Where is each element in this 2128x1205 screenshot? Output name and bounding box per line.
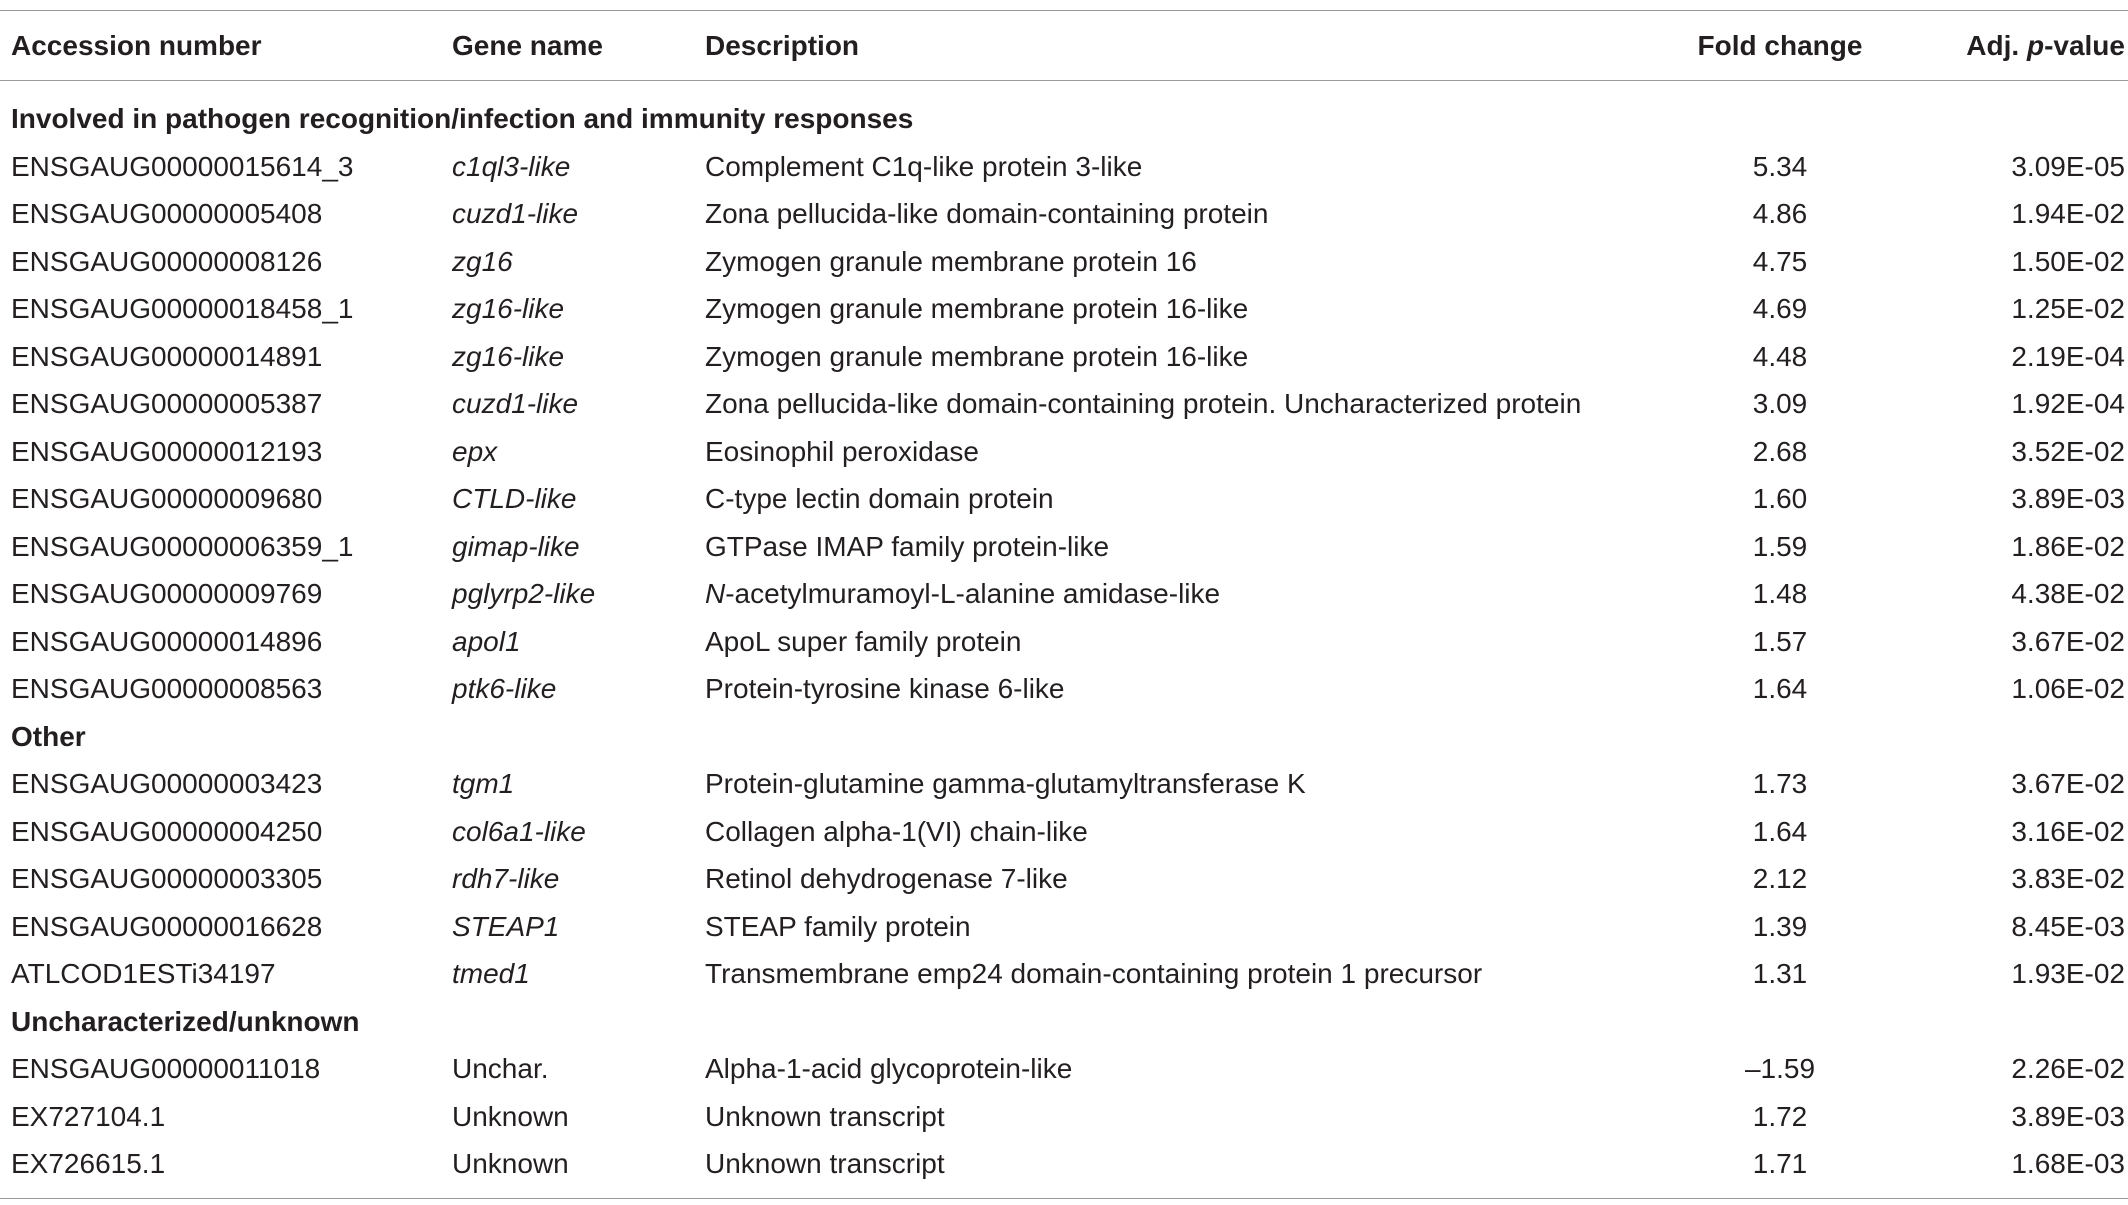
description-text: Eosinophil peroxidase xyxy=(705,435,979,467)
adj-pvalue-cell: 3.16E-02 xyxy=(2011,815,2125,847)
fold-change-cell: 1.59 xyxy=(1752,530,1808,562)
gene-name-cell: col6a1-like xyxy=(452,815,586,847)
adj-pvalue-cell: 3.09E-05 xyxy=(2011,150,2125,182)
description-text: STEAP family protein xyxy=(705,910,971,942)
description-text: Complement C1q-like protein 3-like xyxy=(705,150,1143,182)
header-gene: Gene name xyxy=(452,30,603,61)
adj-pvalue-cell: 3.89E-03 xyxy=(2011,1100,2125,1132)
fold-change-cell: 1.48 xyxy=(1752,578,1808,609)
description-text: Unknown transcript xyxy=(705,1100,945,1132)
accession-cell: ENSGAUG00000014891 xyxy=(11,340,323,372)
gene-name-cell: CTLD-like xyxy=(452,483,577,514)
gene-name-cell: tmed1 xyxy=(452,958,530,989)
description-text: Alpha-1-acid glycoprotein-like xyxy=(705,1053,1073,1084)
fold-change-cell: –1.59 xyxy=(1744,1053,1816,1084)
table-row xyxy=(0,903,2128,951)
gene-name-cell: pglyrp2-like xyxy=(452,578,596,609)
fold-change-cell: 4.86 xyxy=(1752,198,1808,229)
table-row xyxy=(0,665,2128,713)
table-row xyxy=(0,618,2128,666)
adj-pvalue-cell: 3.67E-02 xyxy=(2011,768,2125,799)
gene-name-cell: ptk6-like xyxy=(452,673,557,704)
description-cell xyxy=(705,238,1197,286)
top-rule xyxy=(0,10,2128,11)
description-cell xyxy=(705,808,1088,856)
fold-change-cell: 3.09 xyxy=(1752,388,1808,419)
header-rule xyxy=(0,80,2128,81)
adj-pvalue-cell: 1.92E-04 xyxy=(2011,388,2125,419)
header-adj-pvalue xyxy=(1966,22,2125,70)
fold-change-cell: 1.39 xyxy=(1752,910,1808,942)
adj-pvalue-cell: 1.50E-02 xyxy=(2011,245,2125,277)
description-text: -acetylmuramoyl-L-alanine amidase-like xyxy=(725,578,1221,609)
table-row xyxy=(0,1140,2128,1188)
fold-change-cell: 4.75 xyxy=(1752,245,1808,277)
adj-pvalue-cell: 1.86E-02 xyxy=(2011,530,2125,562)
description-text: GTPase IMAP family protein-like xyxy=(705,530,1110,562)
table-row xyxy=(0,808,2128,856)
accession-cell: ENSGAUG00000004250 xyxy=(11,815,323,847)
fold-change-cell: 5.34 xyxy=(1752,150,1808,182)
fold-change-cell: 1.72 xyxy=(1752,1100,1808,1132)
gene-name-cell: c1ql3-like xyxy=(452,150,571,182)
table-row xyxy=(0,950,2128,998)
description-cell xyxy=(705,475,1054,523)
bottom-rule xyxy=(0,1198,2128,1199)
description-cell xyxy=(705,190,1268,238)
accession-cell: ENSGAUG00000011018 xyxy=(11,1053,321,1084)
adj-pvalue-cell: 8.45E-03 xyxy=(2011,910,2125,942)
adj-pvalue-cell: 1.25E-02 xyxy=(2011,293,2125,324)
description-cell xyxy=(705,618,1021,666)
accession-cell: ATLCOD1ESTi34197 xyxy=(11,958,276,989)
accession-cell: ENSGAUG00000005408 xyxy=(11,198,323,229)
header-fold-change: Fold change xyxy=(1697,30,1863,61)
fold-change-cell: 4.48 xyxy=(1752,340,1808,372)
description-text: Transmembrane emp24 domain-containing protein 1 precursor xyxy=(705,958,1483,989)
section-title: Involved in pathogen recognition/infection and immunity responses xyxy=(11,103,914,134)
fold-change-cell: 4.69 xyxy=(1752,293,1808,324)
description-cell xyxy=(705,333,1248,381)
gene-name-cell: zg16-like xyxy=(452,340,565,372)
description-cell xyxy=(705,285,1248,333)
adj-pvalue-cell: 4.38E-02 xyxy=(2011,578,2125,609)
accession-cell: ENSGAUG00000008563 xyxy=(11,673,323,704)
description-text: ApoL super family protein xyxy=(705,625,1022,657)
adj-pvalue-cell: 3.67E-02 xyxy=(2011,625,2125,657)
table-row xyxy=(0,428,2128,476)
accession-cell: ENSGAUG00000009769 xyxy=(11,578,323,609)
fold-change-cell: 2.12 xyxy=(1752,863,1808,894)
description-text: Collagen alpha-1(VI) chain-like xyxy=(705,815,1088,847)
adj-pvalue-cell: 1.06E-02 xyxy=(2011,673,2125,704)
description-cell xyxy=(705,1093,945,1141)
adj-pvalue-cell: 2.19E-04 xyxy=(2011,340,2125,372)
description-text: C-type lectin domain protein xyxy=(705,483,1054,514)
gene-name-cell: tgm1 xyxy=(452,768,515,799)
accession-cell: ENSGAUG00000005387 xyxy=(11,388,323,419)
adj-pvalue-cell: 1.93E-02 xyxy=(2011,958,2125,989)
section-header xyxy=(0,713,2128,761)
table-row xyxy=(0,190,2128,238)
accession-cell: ENSGAUG00000008126 xyxy=(11,245,323,277)
section-header xyxy=(0,998,2128,1046)
description-cell xyxy=(705,143,1142,191)
description-cell xyxy=(705,570,1220,618)
section-title: Other xyxy=(11,720,86,752)
fold-change-cell: 1.60 xyxy=(1752,483,1808,514)
table-row xyxy=(0,523,2128,571)
description-cell xyxy=(705,1045,1072,1093)
table-row xyxy=(0,1045,2128,1093)
description-text: Protein-glutamine gamma-glutamyltransferase K xyxy=(705,768,1306,799)
description-text: Unknown transcript xyxy=(705,1148,945,1179)
accession-cell: ENSGAUG00000018458_1 xyxy=(11,293,354,324)
fold-change-cell: 1.57 xyxy=(1752,625,1808,657)
adj-pvalue-cell: 3.83E-02 xyxy=(2011,863,2125,894)
gene-name-cell: cuzd1-like xyxy=(452,198,579,229)
description-text: Zymogen granule membrane protein 16-like xyxy=(705,340,1249,372)
description-text: Retinol dehydrogenase 7-like xyxy=(705,863,1068,894)
table-row xyxy=(0,570,2128,618)
accession-cell: EX727104.1 xyxy=(11,1100,166,1132)
description-cell xyxy=(705,380,1581,428)
gene-name-cell: zg16 xyxy=(452,245,513,277)
section-title: Uncharacterized/unknown xyxy=(11,1005,360,1037)
gene-name-cell: gimap-like xyxy=(452,530,580,562)
table-row xyxy=(0,238,2128,286)
table-row xyxy=(0,380,2128,428)
gene-name-cell: STEAP1 xyxy=(452,910,560,942)
accession-cell: ENSGAUG00000016628 xyxy=(11,910,323,942)
description-cell xyxy=(705,428,979,476)
description-text: Protein-tyrosine kinase 6-like xyxy=(705,673,1065,704)
table-row xyxy=(0,855,2128,903)
header-accession: Accession number xyxy=(11,30,262,61)
accession-cell: ENSGAUG00000014896 xyxy=(11,625,323,657)
table-header-row xyxy=(0,22,2128,70)
table-row xyxy=(0,285,2128,333)
adj-pvalue-cell: 2.26E-02 xyxy=(2011,1053,2125,1084)
accession-cell: ENSGAUG00000009680 xyxy=(11,483,323,514)
header-pvalue-suffix: -value xyxy=(2044,30,2125,61)
accession-cell: EX726615.1 xyxy=(11,1148,166,1179)
header-description: Description xyxy=(705,30,860,61)
table-row xyxy=(0,760,2128,808)
accession-cell: ENSGAUG00000012193 xyxy=(11,435,323,467)
description-italic-prefix: N xyxy=(705,578,726,609)
table-row xyxy=(0,475,2128,523)
description-text: Zona pellucida-like domain-containing protein. Uncharacterized protein xyxy=(705,388,1582,419)
section-header xyxy=(0,95,2128,143)
gene-name-cell: Unchar. xyxy=(452,1053,549,1084)
gene-name-cell: cuzd1-like xyxy=(452,388,579,419)
accession-cell: ENSGAUG00000003305 xyxy=(11,863,323,894)
fold-change-cell: 1.71 xyxy=(1752,1148,1808,1179)
description-cell xyxy=(705,903,971,951)
accession-cell: ENSGAUG00000003423 xyxy=(11,768,323,799)
description-text: Zona pellucida-like domain-containing protein xyxy=(705,198,1269,229)
table-row xyxy=(0,143,2128,191)
fold-change-cell: 1.73 xyxy=(1752,768,1808,799)
gene-name-cell: epx xyxy=(452,435,498,467)
accession-cell: ENSGAUG00000015614_3 xyxy=(11,150,354,182)
gene-name-cell: zg16-like xyxy=(452,293,565,324)
description-cell xyxy=(705,665,1065,713)
gene-name-cell: Unknown xyxy=(452,1148,569,1179)
description-cell xyxy=(705,1140,945,1188)
accession-cell: ENSGAUG00000006359_1 xyxy=(11,530,354,562)
description-cell xyxy=(705,950,1482,998)
header-pvalue-prefix: Adj. xyxy=(1966,30,2027,61)
adj-pvalue-cell: 1.94E-02 xyxy=(2011,198,2125,229)
table-row xyxy=(0,333,2128,381)
description-cell xyxy=(705,760,1306,808)
table-row xyxy=(0,1093,2128,1141)
header-pvalue-italic: p xyxy=(2026,30,2045,61)
fold-change-cell: 1.64 xyxy=(1752,673,1808,704)
gene-name-cell: apol1 xyxy=(452,625,521,657)
description-cell xyxy=(705,855,1068,903)
description-text: Zymogen granule membrane protein 16 xyxy=(705,245,1197,277)
fold-change-cell: 1.64 xyxy=(1752,815,1808,847)
gene-name-cell: rdh7-like xyxy=(452,863,560,894)
gene-name-cell: Unknown xyxy=(452,1100,569,1132)
adj-pvalue-cell: 1.68E-03 xyxy=(2011,1148,2125,1179)
adj-pvalue-cell: 3.89E-03 xyxy=(2011,483,2125,514)
description-cell xyxy=(705,523,1109,571)
adj-pvalue-cell: 3.52E-02 xyxy=(2011,435,2125,467)
fold-change-cell: 1.31 xyxy=(1752,958,1808,989)
description-text: Zymogen granule membrane protein 16-like xyxy=(705,293,1249,324)
fold-change-cell: 2.68 xyxy=(1752,435,1808,467)
